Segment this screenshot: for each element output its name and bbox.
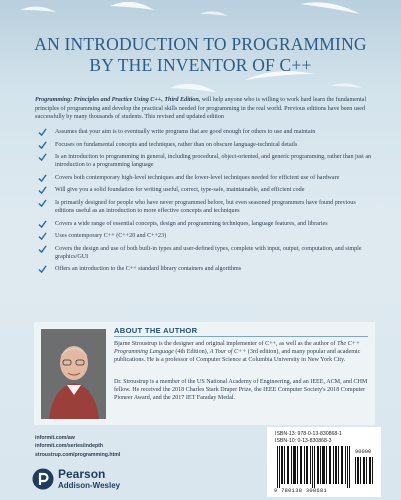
- barcode-number: 9 780138 308681: [274, 488, 328, 494]
- link-text: informit.com/aw: [35, 435, 75, 441]
- feature-list: [35, 128, 375, 278]
- pearson-logo-icon: [32, 468, 54, 490]
- list-item: [35, 199, 375, 215]
- checkmark-icon: [38, 220, 47, 228]
- bio-text: (3rd edition), and many popular and academic publications. He is a professor of Computer Science at Columbia University in New York City.: [114, 349, 361, 364]
- author-heading: ABOUT THE AUTHOR: [114, 326, 198, 335]
- cover-title-line-2: BY THE INVENTOR OF C++: [89, 55, 312, 75]
- author-photo: [41, 329, 106, 419]
- cover-title-line-1: AN INTRODUCTION TO PROGRAMMING: [34, 34, 367, 54]
- list-item-text: Uses contemporary C++ (C++20 and C++23): [55, 233, 167, 240]
- link-text: stroustrup.com/programming.html: [35, 451, 121, 458]
- list-item-text: Is an introduction to programming in general, including procedural, object-oriented, and generic programming, rather than just an introduction to a programming language: [55, 154, 372, 169]
- list-item: [35, 245, 375, 261]
- isbn-barcode: [267, 427, 381, 497]
- checkmark-icon: [38, 199, 47, 207]
- list-item-text: Covers a wide range of essential concepts, design and programming techniques, language features, and libraries: [55, 220, 328, 227]
- book-title: Programming: Principles and Practice Using C++, Third Edition,: [35, 97, 201, 103]
- list-item: [35, 153, 375, 169]
- price-code: 90000: [355, 449, 372, 455]
- checkmark-icon: [38, 128, 47, 136]
- list-item-text: Offers an introduction to the C++ standard library containers and algorithms: [55, 266, 242, 273]
- checkmark-icon: [38, 174, 47, 182]
- book-title: A Tour of C++: [209, 349, 247, 356]
- list-item-text: Covers the design and use of both built-in types and user-defined types, complete with input, output, computation, and simple graphics/GUI: [55, 245, 362, 260]
- about-author-box: [34, 322, 375, 425]
- isbn-13: ISBN-13: 978-0-13-830868-1: [275, 431, 342, 437]
- list-item-text: Focuses on fundamental concepts and techniques, rather than on obscure language-technical details: [55, 141, 298, 148]
- list-item: [35, 265, 375, 273]
- bio-text: (4th Edition),: [173, 349, 210, 356]
- intro-paragraph: [35, 96, 373, 122]
- checkmark-icon: [38, 245, 47, 253]
- list-item-text: Is primarily designed for people who have never programmed before, but even seasoned programmers have found previous editions useful as an introduction to more effective concepts and techniques: [55, 199, 356, 214]
- checkmark-icon: [38, 141, 47, 149]
- list-item-text: Will give you a solid foundation for writing useful, correct, type-safe, maintainable, and efficient code: [55, 187, 305, 194]
- author-bio-1: [114, 340, 372, 364]
- link-text: informit.com/series/indepth: [35, 443, 104, 450]
- list-item: [35, 232, 375, 240]
- author-divider: [114, 336, 368, 337]
- checkmark-icon: [38, 153, 47, 161]
- book-title: The C++ Programming Language: [114, 341, 360, 356]
- website-links: [35, 434, 120, 459]
- bio-text: Bjarne Stroustrup is the designer and original implementer of C++, as well as the author of: [114, 341, 337, 347]
- intro-text: will help anyone who is willing to work hard learn the fundamental principles of programming and develop the practical skills needed for programming in the real world. Previous editions have been used successfully by many thousands of students. This revised and updated edition: [35, 97, 367, 121]
- list-item: [35, 220, 375, 228]
- checkmark-icon: [38, 186, 47, 194]
- publisher-name: Pearson: [58, 467, 106, 481]
- list-item-text: Assumes that your aim is to eventually write programs that are good enough for others to use and maintain: [55, 129, 316, 135]
- publisher-imprint: Addison-Wesley: [58, 481, 121, 490]
- list-item: [35, 186, 375, 194]
- barcode-bars: [267, 427, 381, 497]
- list-item-text: Covers both contemporary high-level techniques and the lower-level techniques needed for efficient use of hardware: [55, 174, 340, 181]
- checkmark-icon: [38, 265, 47, 273]
- checkmark-icon: [38, 232, 47, 240]
- list-item: [35, 174, 375, 182]
- list-item: [35, 141, 375, 149]
- list-item: [35, 128, 375, 136]
- author-bio-2: Dr. Stroustrup is a member of the US National Academy of Engineering, and an IEEE, ACM, and CHM fellow. He received the 2018 Charles Stark Draper Prize, the IEEE Computer Society's 2018 Computer Pioneer Award, and the 2017 IET Faraday Medal.: [114, 379, 368, 402]
- isbn-10: ISBN-10: 0-13-830868-3: [275, 438, 332, 444]
